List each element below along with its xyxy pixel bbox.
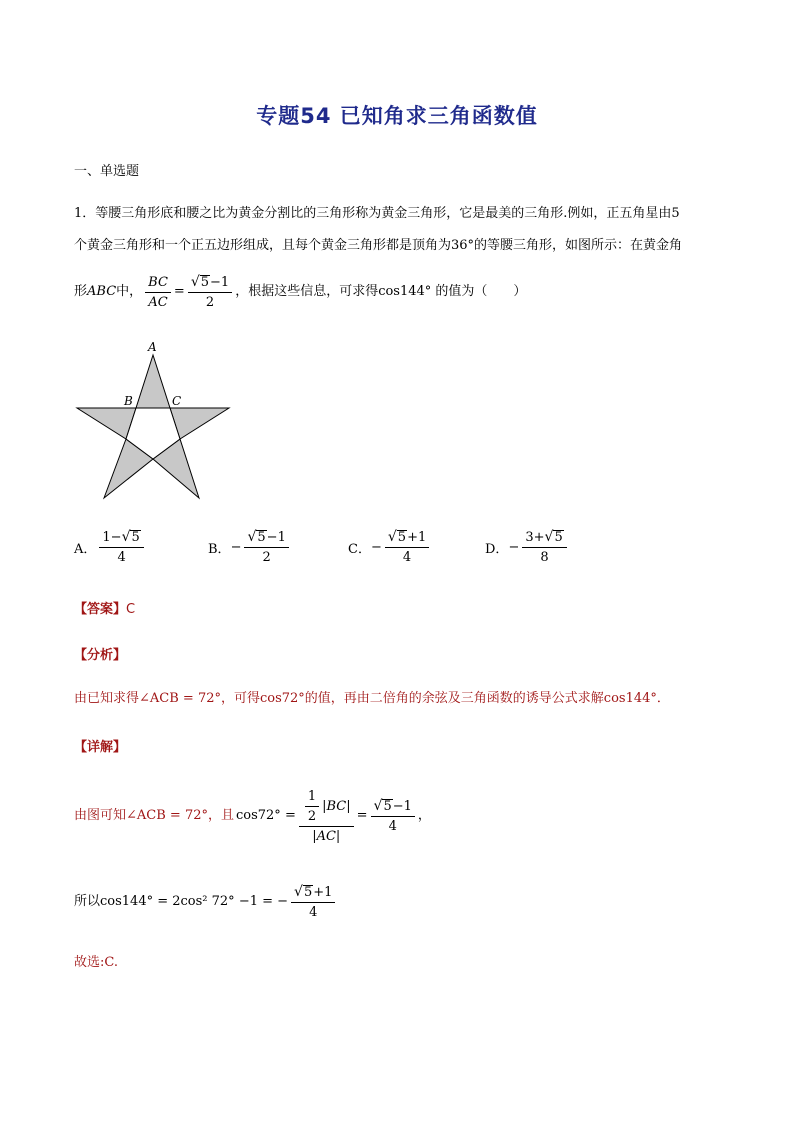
fraction-numerator [244, 530, 288, 548]
option-b[interactable] [208, 525, 292, 569]
question-text: 形 [74, 284, 88, 299]
equals-sign: = [356, 808, 368, 823]
fraction-numerator [99, 530, 143, 548]
detail-text: 所以cos144° = 2cos² 72° −1 = − [74, 894, 289, 909]
radical-sign: √ [294, 883, 303, 900]
cos72-value-fraction [371, 799, 415, 834]
detail-line-1 [74, 788, 431, 844]
sqrt-expression [191, 275, 210, 290]
fraction-numerator [385, 530, 429, 548]
radicand: 5 [257, 529, 266, 545]
cos72-fraction [299, 789, 354, 844]
radicand: 5 [131, 529, 140, 545]
sqrt-expression [388, 530, 407, 545]
fraction-numerator [299, 789, 354, 827]
radical-sign: √ [121, 528, 131, 545]
question-text: 中， [116, 284, 143, 299]
question-line-1: 1．等腰三角形底和腰之比为黄金分割比的三角形称为黄金三角形，它是最美的三角形.例如，正五角星由5 [74, 206, 680, 221]
numerator-tail: −1 [210, 274, 230, 290]
fraction-numerator [291, 885, 335, 903]
pentagram-figure [74, 338, 234, 503]
sqrt-expression [294, 885, 313, 900]
option-letter: C． [348, 541, 371, 557]
triangle-name: ABC [87, 284, 117, 299]
golden-triangle-top [136, 355, 170, 408]
question-text: ，根据这些信息，可求得cos144° 的值为（ ） [235, 284, 527, 299]
conclusion: 故选:C. [74, 955, 118, 970]
option-d[interactable] [485, 525, 570, 569]
fraction-denominator: 4 [402, 549, 412, 565]
answer-block [74, 598, 135, 617]
radical-sign: √ [544, 528, 554, 545]
radicand: 5 [397, 529, 407, 545]
option-letter: A． [74, 541, 97, 557]
option-fraction [385, 530, 429, 565]
radical-sign: √ [190, 273, 200, 290]
analysis-label: 【分析】 [74, 648, 127, 663]
fraction-denominator: 8 [540, 549, 549, 565]
sqrt-expression [545, 530, 564, 545]
option-fraction [244, 530, 288, 565]
options-row [74, 525, 774, 569]
radicand: 5 [303, 884, 313, 900]
detail-label: 【详解】 [74, 740, 127, 755]
segment-ac: |AC| [312, 828, 341, 844]
numerator-tail: +1 [313, 884, 333, 900]
half-fraction [305, 789, 319, 824]
sqrt-expression [122, 530, 141, 545]
cos144-value-fraction [291, 885, 335, 920]
golden-ratio-fraction [188, 275, 232, 310]
radical-sign: √ [387, 528, 397, 545]
detail-line-2 [74, 882, 338, 922]
option-fraction [522, 530, 566, 565]
cos72-expression: cos72° = [235, 808, 296, 823]
equals-sign: = [173, 284, 185, 299]
fraction-denominator: 4 [309, 904, 318, 920]
option-letter: D． [485, 541, 509, 557]
radicand: 5 [383, 798, 392, 814]
section-heading: 一、单选题 [74, 164, 140, 179]
option-fraction [99, 530, 143, 565]
ratio-fraction [145, 275, 171, 310]
vertex-label-b: B [124, 394, 133, 408]
fraction-denominator: 4 [388, 818, 397, 834]
option-a[interactable] [74, 525, 147, 569]
detail-punct: ， [417, 808, 431, 823]
fraction-numerator [371, 799, 415, 817]
option-sign: − [230, 539, 242, 555]
numerator-tail: −1 [392, 798, 412, 814]
numerator-tail: −1 [266, 529, 286, 545]
fraction-numerator [522, 530, 566, 548]
fraction-numerator [188, 275, 232, 293]
detail-text: 由图可知∠ACB = 72°，且 [74, 808, 234, 823]
numerator-tail: +1 [407, 529, 427, 545]
option-letter: B． [208, 541, 231, 557]
answer-value: C [126, 602, 136, 617]
option-c[interactable] [348, 525, 432, 569]
fraction-denominator: 2 [307, 808, 317, 824]
question-line-2: 个黄金三角形和一个正五边形组成，且每个黄金三角形都是顶角为36°的等腰三角形，如图所示：在黄金角 [74, 238, 683, 253]
radical-sign: √ [373, 797, 383, 814]
sqrt-expression [247, 530, 266, 545]
numerator-head: 1− [102, 529, 122, 545]
page-title: 专题54 已知角求三角函数值 [256, 104, 538, 128]
fraction-denominator: 4 [117, 549, 126, 565]
answer-label: 【答案】 [74, 602, 127, 617]
numerator-head: 3+ [525, 529, 545, 545]
radical-sign: √ [247, 528, 257, 545]
radicand: 5 [200, 274, 210, 290]
option-sign: − [508, 539, 520, 555]
fraction-numerator: BC [145, 275, 171, 293]
vertex-label-a: A [148, 340, 157, 354]
fraction-denominator: 2 [205, 294, 215, 310]
radicand: 5 [554, 529, 563, 545]
fraction-denominator: AC [148, 294, 168, 310]
fraction-numerator: 1 [305, 789, 319, 807]
option-sign: − [370, 539, 382, 555]
pentagram-svg [74, 338, 234, 503]
segment-bc: |BC| [322, 798, 351, 814]
analysis-text: 由已知求得∠ACB = 72°，可得cos72°的值，再由二倍角的余弦及三角函数的诱导公式求解cos144°． [74, 691, 670, 706]
question-line-3 [74, 272, 526, 312]
fraction-denominator: 2 [262, 549, 271, 565]
sqrt-expression [374, 799, 393, 814]
vertex-label-c: C [172, 394, 182, 408]
